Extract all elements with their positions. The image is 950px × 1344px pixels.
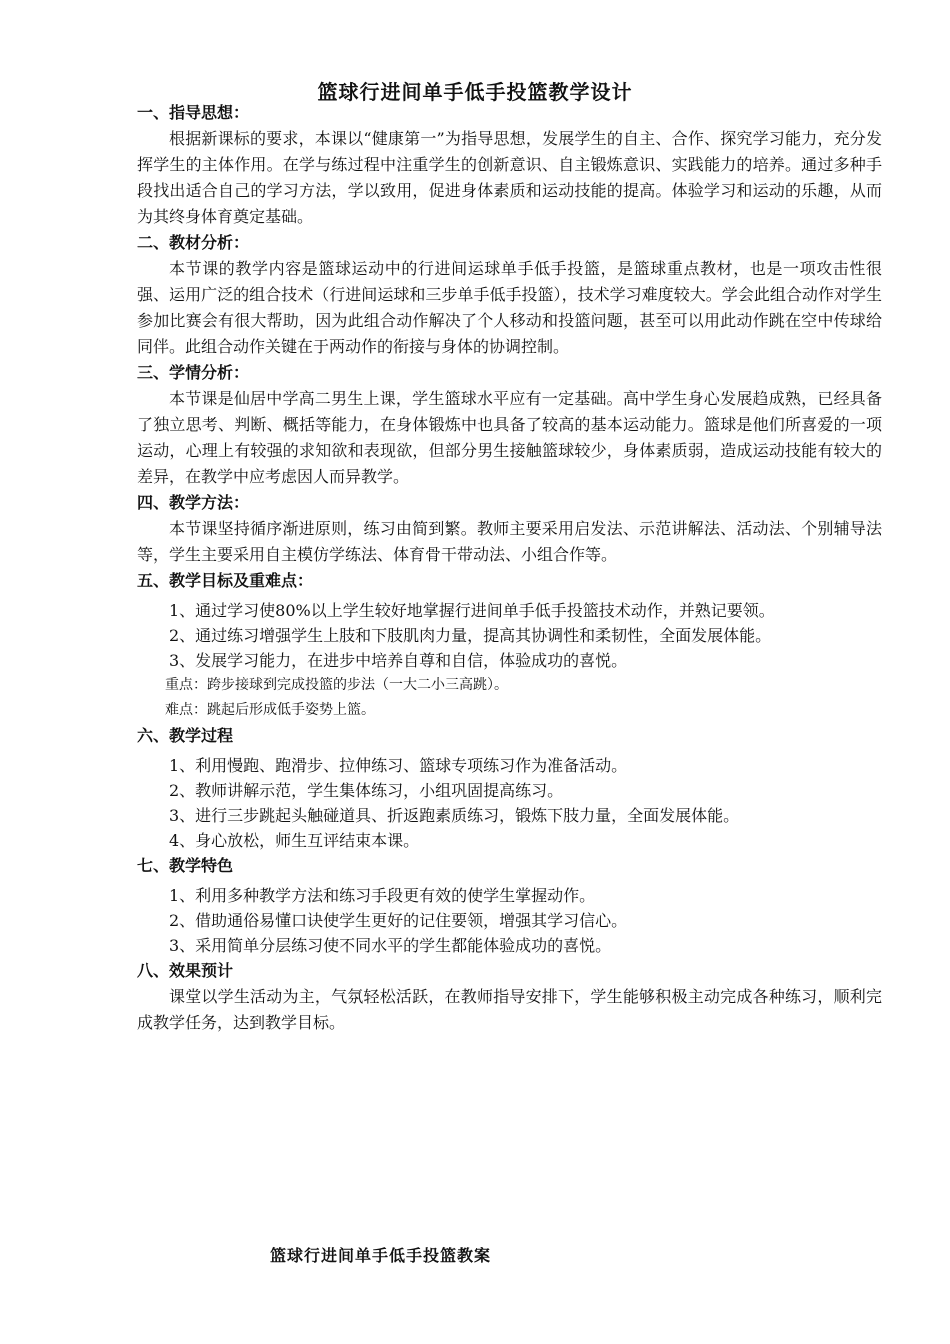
list-item: 2、通过练习增强学生上肢和下肢肌肉力量，提高其协调性和柔韧性，全面发展体能。 [169,626,772,645]
list-item: 1、利用多种教学方法和练习手段更有效的使学生掌握动作。 [169,886,596,905]
key-point-note: 重点：跨步接球到完成投篮的步法（一大二小三高跳）。 [165,677,508,693]
list-item: 2、借助通俗易懂口诀使学生更好的记住要领，增强其学习信心。 [169,911,628,930]
list-item: 1、通过学习使80%以上学生较好地掌握行进间单手低手投篮技术动作，并熟记要领。 [169,601,775,620]
section-paragraph: 课堂以学生活动为主，气氛轻松活跃，在教师指导安排下，学生能够积极主动完成各种练习，顺利完成教学任务，达到教学目标。 [137,987,882,1032]
list-item: 2、教师讲解示范，学生集体练习，小组巩固提高练习。 [169,781,564,800]
section-heading: 二、教材分析： [137,233,250,252]
section-heading: 七、教学特色 [137,856,234,875]
list-item: 3、发展学习能力，在进步中培养自尊和自信，体验成功的喜悦。 [169,651,628,670]
section-heading: 五、教学目标及重难点： [137,571,314,590]
section-paragraph: 本节课的教学内容是篮球运动中的行进间运球单手低手投篮，是篮球重点教材，也是一项攻击性很强、运用广泛的组合技术（行进间运球和三步单手低手投篮），技术学习难度较大。学会此组合动作对学生参加比赛会有很大帮助，因为此组合动作解决了个人移动和投篮问题，甚至可以用此动作跳在空中传球给同伴。此组合动作关键在于两动作的衔接与身体的协调控制。 [137,259,882,356]
document-body [137,100,882,1036]
section-heading: 三、学情分析： [137,363,250,382]
section-heading: 六、教学过程 [137,726,234,745]
section-heading: 八、效果预计 [137,961,234,980]
section-paragraph: 本节课是仙居中学高二男生上课，学生篮球水平应有一定基础。高中学生身心发展趋成熟，已经具备了独立思考、判断、概括等能力，在身体锻炼中也具备了较高的基本运动能力。篮球是他们所喜爱的一项运动，心理上有较强的求知欲和表现欲，但部分男生接触篮球较少，身体素质弱，造成运动技能有较大的差异，在教学中应考虑因人而异教学。 [137,389,882,486]
list-item: 1、利用慢跑、跑滑步、拉伸练习、篮球专项练习作为准备活动。 [169,756,628,775]
list-item: 3、进行三步跳起头触碰道具、折返跑素质练习，锻炼下肢力量，全面发展体能。 [169,806,740,825]
lesson-plan-title: 篮球行进间单手低手投篮教案 [270,1246,492,1265]
section-paragraph: 根据新课标的要求，本课以“健康第一”为指导思想，发展学生的自主、合作、探究学习能力，充分发挥学生的主体作用。在学与练过程中注重学生的创新意识、自主锻炼意识、实践能力的培养。通过多种手段找出适合自己的学习方法，学以致用，促进身体素质和运动技能的提高。体验学习和运动的乐趣，从而为其终身体育奠定基础。 [137,129,882,226]
difficulty-note: 难点：跳起后形成低手姿势上篮。 [165,702,375,718]
list-item: 4、身心放松，师生互评结束本课。 [169,831,420,850]
section-paragraph: 本节课坚持循序渐进原则，练习由简到繁。教师主要采用启发法、示范讲解法、活动法、个别辅导法等，学生主要采用自主模仿学练法、体育骨干带动法、小组合作等。 [137,519,882,564]
document-title: 篮球行进间单手低手投篮教学设计 [317,80,633,104]
list-item: 3、采用简单分层练习使不同水平的学生都能体验成功的喜悦。 [169,936,612,955]
section-heading: 四、教学方法： [137,493,250,512]
section-heading: 一、指导思想： [137,103,250,122]
